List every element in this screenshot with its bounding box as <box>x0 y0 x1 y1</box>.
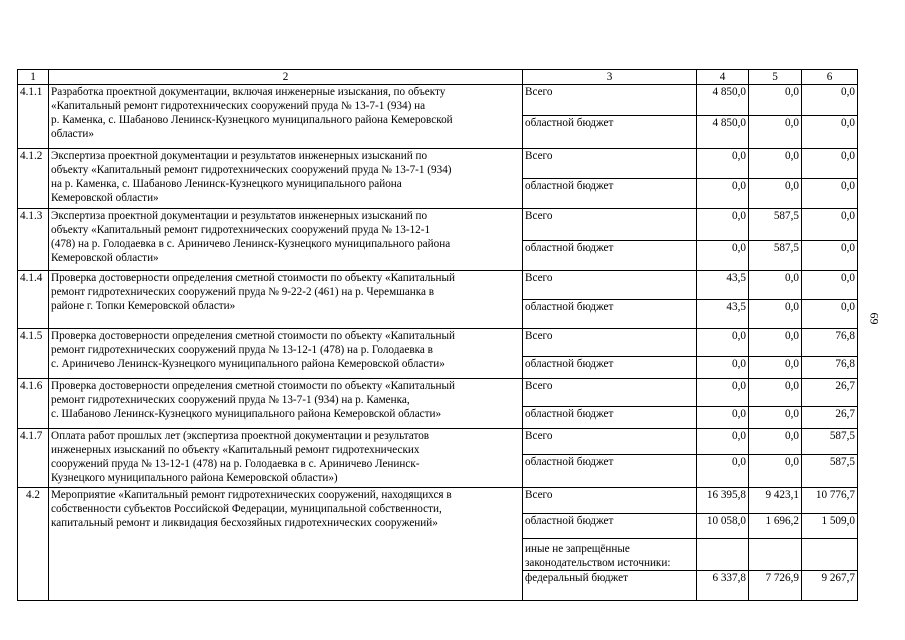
amount-v4: 4 850,0 <box>697 85 749 116</box>
description-line: (478) на р. Голодаевка в с. Ариничево Ленинск-Кузнецкого муниципального района <box>51 238 451 250</box>
description-line: сооружений пруда № 13-12-1 (478) на р. Голодаевка в с. Ариничево Ленинск- <box>51 458 420 470</box>
table-row <box>18 149 858 179</box>
item-number: 4.1.6 <box>18 379 49 429</box>
amount-v4: 0,0 <box>697 429 749 455</box>
header-cell-2: 2 <box>49 70 523 85</box>
description-line: Разработка проектной документации, включая инженерные изыскания, по объекту <box>51 86 446 98</box>
description-line: районе г. Топки Кемеровской области» <box>51 300 236 312</box>
description-line: Мероприятие «Капитальный ремонт гидротехнических сооружений, находящихся в <box>51 489 452 501</box>
amount-v4: 0,0 <box>697 149 749 179</box>
amount-v6: 0,0 <box>802 271 858 300</box>
description-line: объекту «Капитальный ремонт гидротехнических сооружений пруда № 13-7-1 (934) <box>51 164 452 176</box>
description-line: Кузнецкого муниципального района Кемеровской области») <box>51 472 338 484</box>
item-description <box>49 85 523 149</box>
funding-source: Всего <box>523 329 697 357</box>
amount-v5: 0,0 <box>749 179 802 209</box>
header-cell-3: 3 <box>523 70 697 85</box>
funding-source-line: законодательством источники: <box>525 557 671 569</box>
table-row <box>18 271 858 300</box>
amount-v4: 0,0 <box>697 357 749 379</box>
amount-v4: 0,0 <box>697 209 749 241</box>
amount-v4: 43,5 <box>697 300 749 329</box>
amount-v4 <box>697 539 749 571</box>
item-description <box>49 149 523 209</box>
amount-v6: 0,0 <box>802 116 858 149</box>
description-line: «Капитальный ремонт гидротехнических сооружений пруда № 13-7-1 (934) на <box>51 100 426 112</box>
amount-v5: 0,0 <box>749 357 802 379</box>
table-row <box>18 488 858 514</box>
amount-v4: 0,0 <box>697 455 749 488</box>
amount-v5: 0,0 <box>749 429 802 455</box>
item-description <box>49 271 523 329</box>
amount-v4: 0,0 <box>697 329 749 357</box>
amount-v4: 0,0 <box>697 407 749 429</box>
amount-v6: 9 267,7 <box>802 571 858 601</box>
funding-source: Всего <box>523 209 697 241</box>
item-description <box>49 429 523 488</box>
funding-source: Всего <box>523 488 697 514</box>
amount-v4: 0,0 <box>697 179 749 209</box>
page-number: 69 <box>867 312 882 325</box>
amount-v6: 76,8 <box>802 329 858 357</box>
header-cell-1: 1 <box>18 70 49 85</box>
funding-source: областной бюджет <box>523 407 697 429</box>
funding-source: областной бюджет <box>523 241 697 271</box>
header-row <box>18 70 858 85</box>
item-description <box>49 209 523 271</box>
funding-source: областной бюджет <box>523 357 697 379</box>
funding-source: Всего <box>523 379 697 407</box>
amount-v4: 0,0 <box>697 379 749 407</box>
funding-source: Всего <box>523 429 697 455</box>
description-line: Проверка достоверности определения сметной стоимости по объекту «Капитальный <box>51 272 455 284</box>
item-number: 4.1.4 <box>18 271 49 329</box>
table-row <box>18 85 858 116</box>
amount-v5: 0,0 <box>749 379 802 407</box>
amount-v4: 16 395,8 <box>697 488 749 514</box>
amount-v6: 1 509,0 <box>802 514 858 539</box>
item-number: 4.1.7 <box>18 429 49 488</box>
amount-v6: 10 776,7 <box>802 488 858 514</box>
amount-v6: 26,7 <box>802 407 858 429</box>
description-line: с. Ариничево Ленинск-Кузнецкого муниципального района Кемеровской области» <box>51 358 445 370</box>
amount-v5: 0,0 <box>749 329 802 357</box>
amount-v5: 0,0 <box>749 271 802 300</box>
amount-v6 <box>802 539 858 571</box>
table-row <box>18 209 858 241</box>
amount-v5: 7 726,9 <box>749 571 802 601</box>
description-line: Кемеровской области» <box>51 252 159 264</box>
funding-source-line: иные не запрещённые <box>525 543 630 555</box>
amount-v5: 0,0 <box>749 455 802 488</box>
amount-v4: 4 850,0 <box>697 116 749 149</box>
amount-v4: 0,0 <box>697 241 749 271</box>
description-line: ремонт гидротехнических сооружений пруда № 9-22-2 (461) на р. Черемшанка в <box>51 286 435 298</box>
amount-v5: 0,0 <box>749 85 802 116</box>
amount-v6: 0,0 <box>802 179 858 209</box>
item-description <box>49 488 523 601</box>
header-cell-5: 5 <box>749 70 802 85</box>
amount-v4: 6 337,8 <box>697 571 749 601</box>
item-description <box>49 379 523 429</box>
amount-v4: 10 058,0 <box>697 514 749 539</box>
amount-v6: 0,0 <box>802 85 858 116</box>
funding-source: областной бюджет <box>523 179 697 209</box>
item-number: 4.2 <box>18 488 49 601</box>
amount-v6: 0,0 <box>802 241 858 271</box>
funding-source: Всего <box>523 85 697 116</box>
description-line: объекту «Капитальный ремонт гидротехнических сооружений пруда № 13-12-1 <box>51 224 431 236</box>
amount-v5: 587,5 <box>749 241 802 271</box>
header-cell-4: 4 <box>697 70 749 85</box>
amount-v5: 1 696,2 <box>749 514 802 539</box>
funding-source: областной бюджет <box>523 514 697 539</box>
description-line: Экспертиза проектной документации и результатов инженерных изысканий по <box>51 150 428 162</box>
amount-v6: 76,8 <box>802 357 858 379</box>
budget-table <box>17 69 858 601</box>
header-cell-6: 6 <box>802 70 858 85</box>
funding-source: областной бюджет <box>523 116 697 149</box>
description-line: на р. Каменка, с. Шабаново Ленинск-Кузнецкого муниципального района <box>51 178 402 190</box>
description-line: с. Шабаново Ленинск-Кузнецкого муниципального района Кемеровской области» <box>51 408 442 420</box>
amount-v4: 43,5 <box>697 271 749 300</box>
amount-v6: 587,5 <box>802 429 858 455</box>
item-number: 4.1.2 <box>18 149 49 209</box>
funding-source: областной бюджет <box>523 300 697 329</box>
description-line: ремонт гидротехнических сооружений пруда № 13-12-1 (478) на р. Голодаевка в <box>51 344 433 356</box>
description-line: собственности субъектов Российской Федерации, муниципальной собственности, <box>51 503 442 515</box>
description-line: капитальный ремонт и ликвидация бесхозяйных гидротехнических сооружений» <box>51 517 438 529</box>
table-row <box>18 329 858 357</box>
description-line: Проверка достоверности определения сметной стоимости по объекту «Капитальный <box>51 330 455 342</box>
description-line: р. Каменка, с. Шабаново Ленинск-Кузнецкого муниципального района Кемеровской <box>51 114 453 126</box>
description-line: ремонт гидротехнических сооружений пруда № 13-7-1 (934) на р. Каменка, <box>51 394 410 406</box>
description-line: области» <box>51 128 94 140</box>
amount-v6: 26,7 <box>802 379 858 407</box>
amount-v5: 0,0 <box>749 149 802 179</box>
description-line: Оплата работ прошлых лет (экспертиза проектной документации и результатов <box>51 430 430 442</box>
amount-v6: 587,5 <box>802 455 858 488</box>
amount-v5: 0,0 <box>749 300 802 329</box>
item-number: 4.1.1 <box>18 85 49 149</box>
amount-v5: 0,0 <box>749 116 802 149</box>
amount-v6: 0,0 <box>802 209 858 241</box>
item-number: 4.1.3 <box>18 209 49 271</box>
funding-source: Всего <box>523 149 697 179</box>
table-row <box>18 379 858 407</box>
item-number: 4.1.5 <box>18 329 49 379</box>
amount-v6: 0,0 <box>802 300 858 329</box>
table-row <box>18 429 858 455</box>
funding-source: федеральный бюджет <box>523 571 697 601</box>
amount-v5 <box>749 539 802 571</box>
funding-source: областной бюджет <box>523 455 697 488</box>
funding-source: Всего <box>523 271 697 300</box>
description-line: Кемеровской области» <box>51 192 159 204</box>
description-line: Проверка достоверности определения сметной стоимости по объекту «Капитальный <box>51 380 455 392</box>
funding-source <box>523 539 697 571</box>
amount-v6: 0,0 <box>802 149 858 179</box>
description-line: Экспертиза проектной документации и результатов инженерных изысканий по <box>51 210 428 222</box>
description-line: инженерных изысканий по объекту «Капитальный ремонт гидротехнических <box>51 444 420 456</box>
item-description <box>49 329 523 379</box>
amount-v5: 587,5 <box>749 209 802 241</box>
amount-v5: 9 423,1 <box>749 488 802 514</box>
amount-v5: 0,0 <box>749 407 802 429</box>
